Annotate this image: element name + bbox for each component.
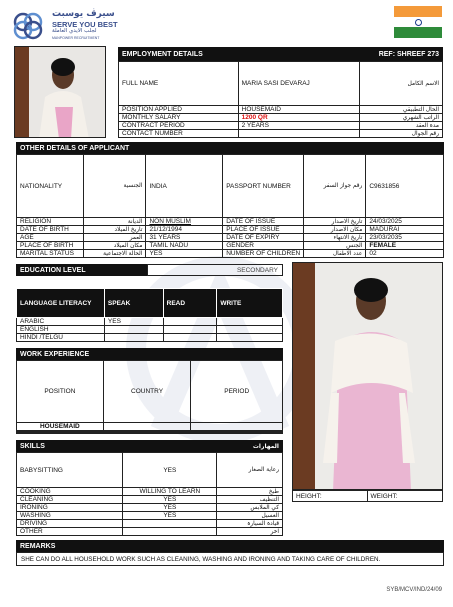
field-arabic: مكان الميلاد [84,242,146,250]
column-header: WRITE [217,289,283,318]
employment-arabic: الحال التطبيقي [360,106,443,114]
column-header: POSITION [17,361,104,423]
skill-value: WILLING TO LEARN [123,488,217,496]
employment-value: MARIA SASI DEVARAJ [238,62,360,106]
table-row [17,433,283,434]
skill-name: CLEANING [17,496,123,504]
employment-value: HOUSEMAID [238,106,360,114]
employment-value [238,130,360,138]
work-table [16,360,283,434]
field-label: AGE [17,234,84,242]
skills-table [16,452,283,536]
logo-english-name: SERVE YOU BEST [52,20,118,29]
table-row [17,155,444,218]
applicant-photo-full [292,262,443,490]
table-row [17,250,444,258]
field-value: MADURAI [366,226,444,234]
applicant-header-title: OTHER DETAILS OF APPLICANT [20,144,130,152]
field-value: C9631856 [366,155,444,218]
work-header [16,348,283,360]
employment-label: MONTHLY SALARY [119,114,239,122]
employment-arabic: رقم الجوال [360,130,443,138]
table-header-row [17,361,283,423]
applicant-table [16,154,444,258]
table-row [119,114,443,122]
applicant-photo-small [14,46,106,138]
table-row [17,226,444,234]
table-row [17,423,283,431]
field-value: 21/12/1994 [146,226,223,234]
work-header-title: WORK EXPERIENCE [20,350,90,358]
field-arabic: الحالة الاجتماعية [84,250,146,258]
field-label: PASSPORT NUMBER [223,155,304,218]
field-label: MARITAL STATUS [17,250,84,258]
field-label: PLACE OF ISSUE [223,226,304,234]
employment-arabic: مدة العقد [360,122,443,130]
skill-name: OTHER [17,528,123,536]
field-arabic: تاريخ الميلاد [84,226,146,234]
weight-label: WEIGHT: [370,493,398,500]
work-country [103,433,191,434]
employment-label: POSITION APPLIED [119,106,239,114]
skills-header-arabic: المهارات [252,442,279,450]
skill-value [123,528,217,536]
field-label: GENDER [223,242,304,250]
work-position [17,433,104,434]
logo-arabic-tagline: لجلب الايدي العاملة [52,28,97,34]
speak-value: YES [104,318,163,326]
table-row [17,334,283,342]
field-value: 31 YEARS [146,234,223,242]
field-arabic: الجنس [304,242,366,250]
work-period [191,423,283,431]
table-row [17,326,283,334]
column-header: COUNTRY [103,361,191,423]
remarks-text: SHE CAN DO ALL HOUSEHOLD WORK SUCH AS CLEANING, WASHING AND IRONING AND TAKING CARE OF CHILDREN. [16,552,444,566]
field-arabic: تاريخ الاصدار [304,218,366,226]
field-label: DATE OF ISSUE [223,218,304,226]
employment-label: CONTRACT PERIOD [119,122,239,130]
remarks-header-title: REMARKS [20,542,56,550]
footer-code: SYB/MCV/IND/24/09 [386,587,442,593]
table-row [17,488,283,496]
height-label: HEIGHT: [293,491,368,501]
field-arabic: عدد الاطفال [304,250,366,258]
logo-tagline: MANPOWER RECRUITMENT [52,36,100,40]
table-row [17,242,444,250]
field-label: PLACE OF BIRTH [17,242,84,250]
applicant-header [16,142,444,154]
company-logo [12,9,132,43]
work-period [191,433,283,434]
employment-label: CONTACT NUMBER [119,130,239,138]
language-name: ENGLISH [17,326,105,334]
skill-arabic: طبخ [217,488,283,496]
table-row [119,122,443,130]
field-arabic: رقم جواز السفر [304,155,366,218]
skill-arabic: كي الملابس [217,504,283,512]
skill-value: YES [123,504,217,512]
read-value [163,318,217,326]
skill-name: DRIVING [17,520,123,528]
education-label: EDUCATION LEVEL [16,264,147,276]
remarks-header [16,540,444,552]
skill-value: YES [123,453,217,488]
skill-arabic: الغسيل [217,512,283,520]
skill-arabic: قيادة السيارة [217,520,283,528]
india-flag [394,6,442,38]
table-row [17,504,283,512]
write-value [217,326,283,334]
employment-arabic: الراتب الشهري [360,114,443,122]
field-value: 02 [366,250,444,258]
field-value: TAMIL NADU [146,242,223,250]
field-label: NUMBER OF CHILDREN [223,250,304,258]
speak-value [104,326,163,334]
field-value: 24/03/2025 [366,218,444,226]
salary-value: 1200 QR [238,114,360,122]
logo-arabic-name: سيرڤ يوسبت [52,9,115,19]
work-country [103,423,191,431]
table-row [17,528,283,536]
field-label: DATE OF EXPIRY [223,234,304,242]
language-name: HINDI /TELGU [17,334,105,342]
table-row [119,106,443,114]
table-row [17,520,283,528]
language-table [16,288,283,342]
skill-name: BABYSITTING [17,453,123,488]
language-name: ARABIC [17,318,105,326]
skill-name: IRONING [17,504,123,512]
work-position: HOUSEMAID [17,423,104,431]
employment-table [118,61,443,138]
logo-emblem-icon [12,11,44,41]
employment-header [118,47,443,61]
education-value: SECONDARY [147,264,283,276]
employment-header-title: EMPLOYMENT DETAILS [122,50,203,58]
column-header: SPEAK [104,289,163,318]
field-value: YES [146,250,223,258]
field-arabic: العمر [84,234,146,242]
column-header: READ [163,289,217,318]
write-value [217,318,283,326]
table-row [17,453,283,488]
field-label: NATIONALITY [17,155,84,218]
write-value [217,334,283,342]
field-value: NON MUSLIM [146,218,223,226]
table-row [119,62,443,106]
skill-arabic: اخر [217,528,283,536]
table-row [119,130,443,138]
skill-name: WASHING [17,512,123,520]
table-row [17,512,283,520]
skill-value: YES [123,512,217,520]
field-arabic: مكان الاصدار [304,226,366,234]
read-value [163,326,217,334]
skill-value: YES [123,496,217,504]
skill-arabic: رعاية الصغار [217,453,283,488]
employment-label: FULL NAME [119,62,239,106]
table-row [17,234,444,242]
field-label: DATE OF BIRTH [17,226,84,234]
employment-value: 2 YEARS [238,122,360,130]
table-header-row [17,289,283,318]
speak-value [104,334,163,342]
table-row [17,218,444,226]
field-value: 23/03/2035 [366,234,444,242]
column-header: PERIOD [191,361,283,423]
skill-value [123,520,217,528]
field-arabic: الجنسية [84,155,146,218]
skills-header-title: SKILLS [20,442,45,450]
field-label: RELIGION [17,218,84,226]
skill-name: COOKING [17,488,123,496]
skill-arabic: التنظيف [217,496,283,504]
reference-number: REF: SHREEF 273 [378,50,439,58]
measurements-row [292,490,443,502]
employment-arabic: الاسم الكامل [360,62,443,106]
field-arabic: الديانة [84,218,146,226]
field-arabic: تاريخ الانتهاء [304,234,366,242]
field-value: FEMALE [366,242,444,250]
skills-header [16,440,283,452]
table-row [17,496,283,504]
field-value: INDIA [146,155,223,218]
column-header: LANGUAGE LITERACY [17,289,105,318]
table-row [17,318,283,326]
read-value [163,334,217,342]
